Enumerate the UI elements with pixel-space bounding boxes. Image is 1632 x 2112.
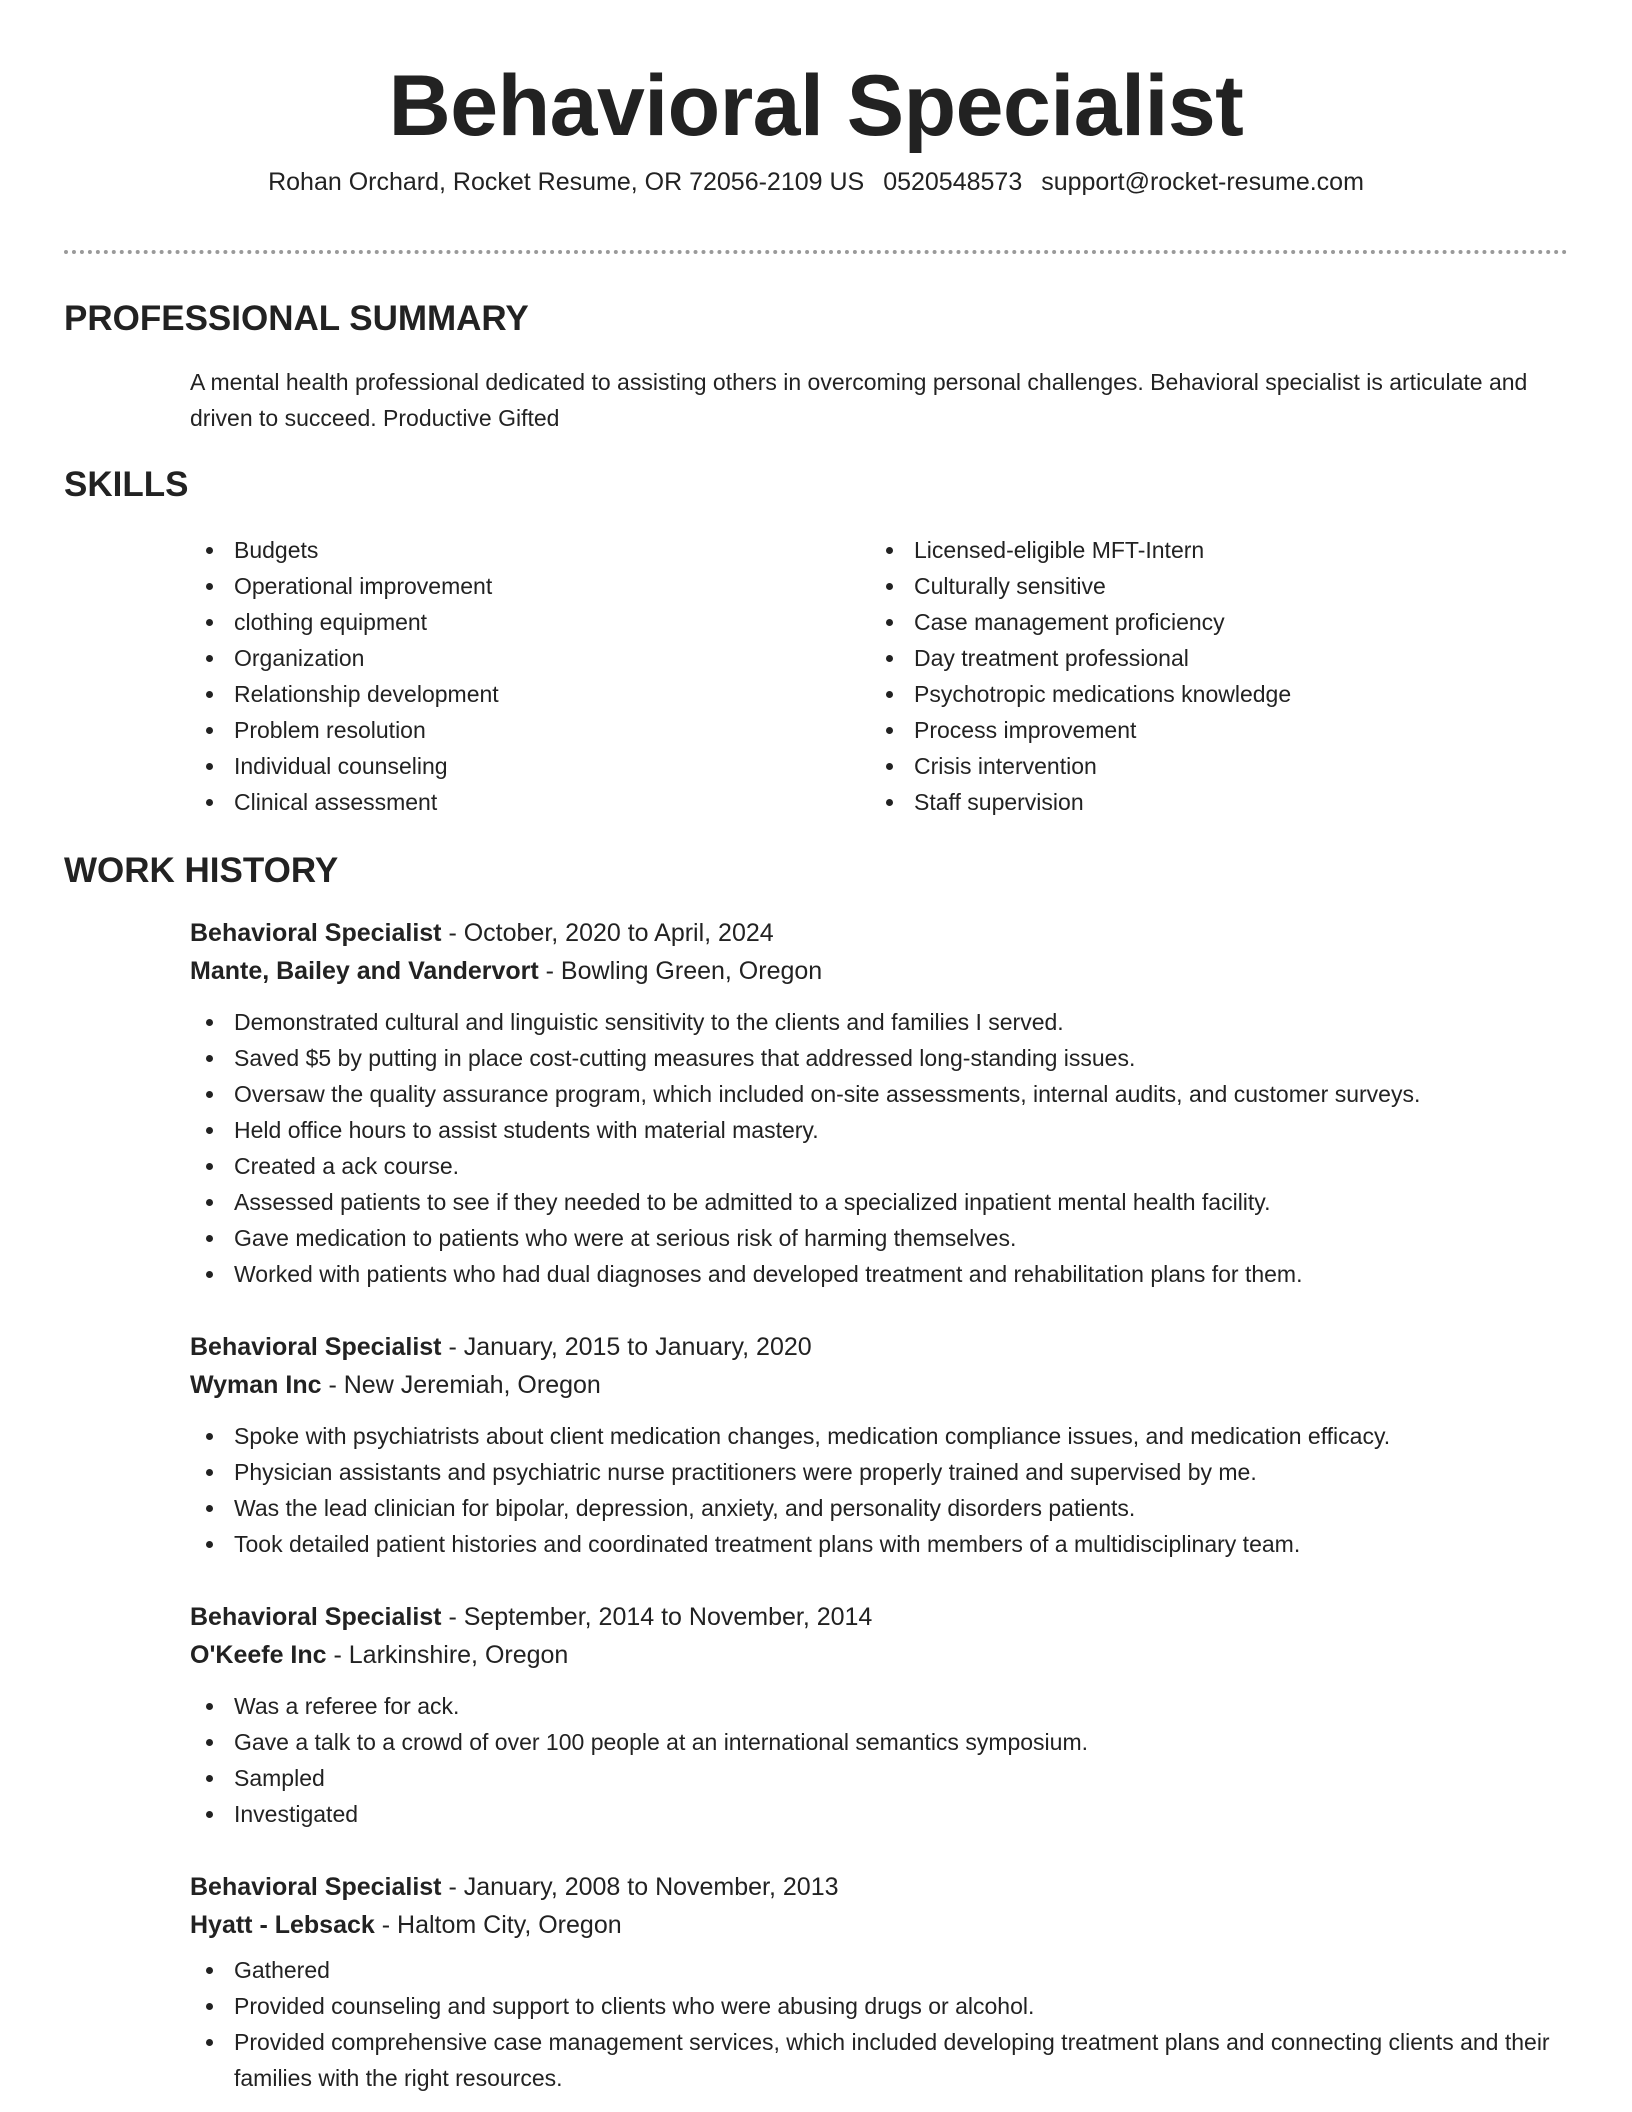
job-location: - New Jeremiah, Oregon [321,1371,601,1399]
job-duties [190,1418,1568,1562]
skill-item: Culturally sensitive [870,568,1550,604]
job-dates: - January, 2008 to November, 2013 [441,1873,839,1901]
job-dates: - October, 2020 to April, 2024 [441,919,774,947]
job-dates: - September, 2014 to November, 2014 [441,1603,873,1631]
job-company-line [190,1366,1568,1404]
skill-item: Clinical assessment [190,784,870,820]
job-duty: Gave medication to patients who were at serious risk of harming themselves. [190,1220,1568,1256]
job-company-line [190,1906,1568,1944]
resume-title: Behavioral Specialist [388,58,1244,154]
job-company-line [190,952,1568,990]
job-location: - Haltom City, Oregon [374,1911,622,1939]
job-duty: Held office hours to assist students with material mastery. [190,1112,1568,1148]
job-company: O'Keefe Inc [190,1641,327,1669]
summary-text: A mental health professional dedicated to assisting others in overcoming personal challenges. Behavioral specialist is articulate and driven to succeed. Productive Gifted [190,369,1528,431]
job-duty: Created a ack course. [190,1148,1568,1184]
skills-list [190,532,1568,820]
job-duty: Spoke with psychiatrists about client medication changes, medication compliance issues, and medication efficacy. [190,1418,1568,1454]
job-duty: Saved $5 by putting in place cost-cutting measures that addressed long-standing issues. [190,1040,1568,1076]
job-duty: Worked with patients who had dual diagnoses and developed treatment and rehabilitation plans for them. [190,1256,1568,1292]
job-role: Behavioral Specialist [190,1333,442,1361]
job-role-line [190,1868,1568,1906]
job-entry [190,1598,1568,1832]
job-company: Mante, Bailey and Vandervort [190,957,539,985]
skill-item: Day treatment professional [870,640,1550,676]
job-duty: Took detailed patient histories and coordinated treatment plans with members of a multidisciplinary team. [190,1526,1568,1562]
job-role: Behavioral Specialist [190,919,442,947]
job-duty: Gave a talk to a crowd of over 100 people at an international semantics symposium. [190,1724,1568,1760]
job-location: - Larkinshire, Oregon [326,1641,569,1669]
email: support@rocket-resume.com [1041,168,1364,196]
skill-item: Budgets [190,532,870,568]
job-duty: Demonstrated cultural and linguistic sensitivity to the clients and families I served. [190,1004,1568,1040]
job-entry [190,914,1568,1292]
job-duty: Provided counseling and support to clients who were abusing drugs or alcohol. [190,1988,1568,2024]
job-company: Hyatt - Lebsack [190,1911,375,1939]
skill-item: Operational improvement [190,568,870,604]
job-role-line [190,1598,1568,1636]
skill-item: Staff supervision [870,784,1550,820]
job-dates: - January, 2015 to January, 2020 [441,1333,812,1361]
skill-item: Psychotropic medications knowledge [870,676,1550,712]
job-duty: Investigated [190,1796,1568,1832]
summary-heading: PROFESSIONAL SUMMARY [64,299,529,338]
skill-item: Relationship development [190,676,870,712]
skill-item: Licensed-eligible MFT-Intern [870,532,1550,568]
contact-line [0,166,1632,198]
header-divider [64,250,1568,254]
job-role-line [190,1328,1568,1366]
phone: 0520548573 [883,168,1023,196]
job-duty: Oversaw the quality assurance program, which included on-site assessments, internal audits, and customer surveys. [190,1076,1568,1112]
skill-item: Crisis intervention [870,748,1550,784]
skills-column-left [190,532,870,820]
job-company: Wyman Inc [190,1371,322,1399]
address: Rohan Orchard, Rocket Resume, OR 72056-2109 US [268,168,865,196]
job-duty: Sampled [190,1760,1568,1796]
job-duty: Provided comprehensive case management services, which included developing treatment plans and connecting clients and their families with the right resources. [190,2024,1568,2096]
skill-item: Organization [190,640,870,676]
job-role: Behavioral Specialist [190,1603,442,1631]
job-company-line [190,1636,1568,1674]
skill-item: Process improvement [870,712,1550,748]
work-history-heading: WORK HISTORY [64,851,339,890]
skills-heading: SKILLS [64,465,189,504]
job-duty: Assessed patients to see if they needed to be admitted to a specialized inpatient mental health facility. [190,1184,1568,1220]
job-duty: Gathered [190,1952,1568,1988]
skills-column-right [870,532,1550,820]
skill-item: Individual counseling [190,748,870,784]
job-entry [190,1328,1568,1562]
skill-item: clothing equipment [190,604,870,640]
job-duty: Was the lead clinician for bipolar, depression, anxiety, and personality disorders patients. [190,1490,1568,1526]
job-role-line [190,914,1568,952]
job-location: - Bowling Green, Oregon [538,957,823,985]
job-role: Behavioral Specialist [190,1873,442,1901]
job-duties [190,1952,1568,2096]
job-entry [190,1868,1568,2096]
job-duties [190,1004,1568,1292]
job-duty: Was a referee for ack. [190,1688,1568,1724]
skill-item: Problem resolution [190,712,870,748]
job-duties [190,1688,1568,1832]
skill-item: Case management proficiency [870,604,1550,640]
job-duty: Physician assistants and psychiatric nurse practitioners were properly trained and supervised by me. [190,1454,1568,1490]
